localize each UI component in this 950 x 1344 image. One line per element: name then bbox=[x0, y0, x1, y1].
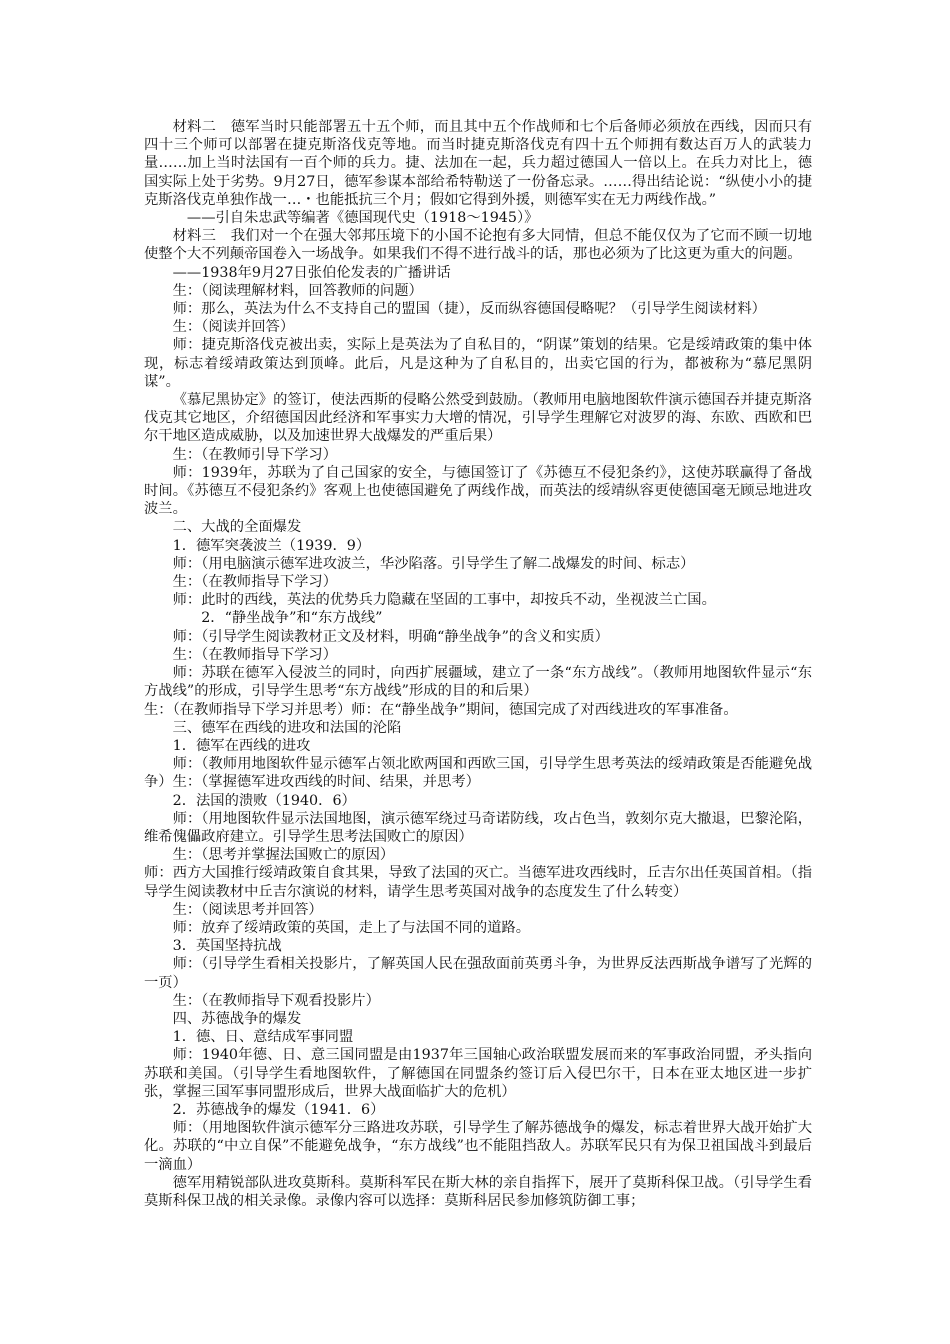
section-heading: 二、大战的全面爆发 bbox=[172, 519, 302, 536]
subsection-heading: 2．法国的溃败（1940．6） bbox=[172, 792, 356, 809]
teacher-line: 师：（用电脑演示德军进攻波兰，华沙陷落。引导学生了解二战爆发的时间、标志） bbox=[172, 555, 695, 572]
material-three-paragraph: 材料三 我们对一个在强大邻邦压境下的小国不论抱有多大同情，但总不能仅仅为了它而不顾一切地使整个大不列颠帝国卷入一场战争。如果我们不得不进行战斗的话，那也必须为了比这更为重大的问题。 bbox=[144, 228, 812, 263]
source-citation: ——1938年9月27日张伯伦发表的广播讲话 bbox=[172, 264, 451, 281]
student-line: 生：（在教师指导下观看投影片） bbox=[172, 992, 380, 1009]
section-heading: 三、德军在西线的进攻和法国的沦陷 bbox=[172, 719, 402, 736]
teacher-line: 师：（引导学生看相关投影片，了解英国人民在强敌面前英勇斗争，为世界反法西斯战争谱写了光辉的一页） bbox=[144, 956, 812, 991]
document-page bbox=[144, 118, 812, 1210]
subsection-heading: 1．德军在西线的进攻 bbox=[172, 737, 311, 754]
student-line: 生：（阅读并回答） bbox=[172, 319, 295, 336]
teacher-line: 师：放弃了绥靖政策的英国，走上了与法国不同的道路。 bbox=[172, 919, 531, 936]
body-paragraph: 《慕尼黑协定》的签订，使法西斯的侵略公然受到鼓励。（教师用电脑地图软件演示德国吞并捷克斯洛伐克其它地区，介绍德国因此经济和军事实力大增的情况，引导学生理解它对波罗的海、东欧、西欧和巴尔干地区造成威胁，以及加速世界大战爆发的严重后果） bbox=[144, 392, 812, 445]
teacher-line: 师：1940年德、日、意三国同盟是由1937年三国轴心政治联盟发展而来的军事政治同盟，矛头指向苏联和美国。（引导学生看地图软件，了解德国在同盟条约签订后入侵巴尔干，日本在亚太地区进一步扩张，掌握三国军事同盟形成后，世界大战面临扩大的危机） bbox=[144, 1047, 812, 1100]
teacher-line: 师：此时的西线，英法的优势兵力隐藏在坚固的工事中，却按兵不动，坐视波兰亡国。 bbox=[172, 592, 716, 609]
subsection-heading: 1．德、日、意结成军事同盟 bbox=[172, 1029, 354, 1046]
teacher-line: 师：（引导学生阅读教材正文及材料，明确“静坐战争”的含义和实质） bbox=[172, 628, 609, 645]
subsection-heading: 1．德军突袭波兰（1939．9） bbox=[172, 537, 371, 554]
body-paragraph: 德军用精锐部队进攻莫斯科。莫斯科军民在斯大林的亲自指挥下，展开了莫斯科保卫战。（引导学生看莫斯科保卫战的相关录像。录像内容可以选择：莫斯科居民参加修筑防御工事； bbox=[144, 1174, 812, 1209]
student-teacher-line: 生：（在教师指导下学习并思考）师：在“静坐战争”期间，德国完成了对西线进攻的军事准备。 bbox=[144, 701, 738, 718]
teacher-line: 师：苏联在德军入侵波兰的同时，向西扩展疆域，建立了一条“东方战线”。（教师用地图软件显示“东方战线”的形成，引导学生思考“东方战线”形成的目的和后果） bbox=[144, 665, 812, 700]
subsection-heading: 2．苏德战争的爆发（1941．6） bbox=[172, 1101, 385, 1118]
teacher-line: 师：（教师用地图软件显示德军占领北欧两国和西欧三国，引导学生思考英法的绥靖政策是否能避免战争）生：（掌握德军进攻西线的时间、结果，并思考） bbox=[144, 756, 812, 791]
source-citation: ——引自朱忠武等编著《德国现代史（1918～1945）》 bbox=[186, 210, 539, 227]
student-line: 生：（阅读理解材料，回答教师的问题） bbox=[172, 282, 423, 299]
subsection-heading: 2．“静坐战争”和“东方战线” bbox=[201, 610, 383, 627]
student-line: 生：（思考并掌握法国败亡的原因） bbox=[172, 847, 395, 864]
subsection-heading: 3．英国坚持抗战 bbox=[172, 938, 282, 955]
teacher-line: 师：那么，英法为什么不支持自己的盟国（捷），反而纵容德国侵略呢？（引导学生阅读材料） bbox=[172, 301, 766, 318]
student-line: 生：（在教师指导下学习） bbox=[172, 574, 338, 591]
student-line: 生：（阅读思考并回答） bbox=[172, 901, 323, 918]
teacher-line: 师：捷克斯洛伐克被出卖，实际上是英法为了自私目的，“阴谋”策划的结果。它是绥靖政策的集中体现，标志着绥靖政策达到顶峰。此后，凡是这种为了自私目的，出卖它国的行为，都被称为“慕尼黑阴谋”。 bbox=[144, 337, 812, 390]
teacher-line: 师：（用地图软件显示法国地图，演示德军绕过马奇诺防线，攻占色当，敦刻尔克大撤退，巴黎沦陷，维希傀儡政府建立。引导学生思考法国败亡的原因） bbox=[144, 810, 812, 845]
teacher-line: 师：1939年，苏联为了自己国家的安全，与德国签订了《苏德互不侵犯条约》，这使苏联赢得了备战时间。《苏德互不侵犯条约》客观上也使德国避免了两线作战，而英法的绥靖纵容更使德国毫无顾忌地进攻波兰。 bbox=[144, 464, 812, 518]
section-heading: 四、苏德战争的爆发 bbox=[172, 1010, 302, 1027]
material-two-paragraph: 材料二 德军当时只能部署五十五个师，而且其中五个作战师和七个后备师必须放在西线，因而只有四十三个师可以部署在捷克斯洛伐克等地。而当时捷克斯洛伐克有四十五个师拥有数达百万人的武装力量……加上当时法国有一百个师的兵力。捷、法加在一起，兵力超过德国人一倍以上。在兵力对比上，德国实际上处于劣势。9月27日，德军参谋本部给希特勒送了一份备忘录。……得出结论说：“纵使小小的捷克斯洛伐克单独作战一…・也能抵抗三个月；假如它得到外援，则德军实在无力两线作战。” bbox=[144, 119, 812, 208]
teacher-line: 师：（用地图软件演示德军分三路进攻苏联，引导学生了解苏德战争的爆发，标志着世界大战开始扩大化。苏联的“中立自保”不能避免战争，“东方战线”也不能阻挡敌人。苏联军民只有为保卫祖国战斗到最后一滴血） bbox=[144, 1120, 812, 1173]
teacher-line: 师：西方大国推行绥靖政策自食其果，导致了法国的灭亡。当德军进攻西线时，丘吉尔出任英国首相。（指导学生阅读教材中丘吉尔演说的材料，请学生思考英国对战争的态度发生了什么转变） bbox=[144, 865, 812, 900]
student-line: 生：（在教师指导下学习） bbox=[172, 646, 338, 663]
student-line: 生：（在教师引导下学习） bbox=[172, 446, 338, 463]
